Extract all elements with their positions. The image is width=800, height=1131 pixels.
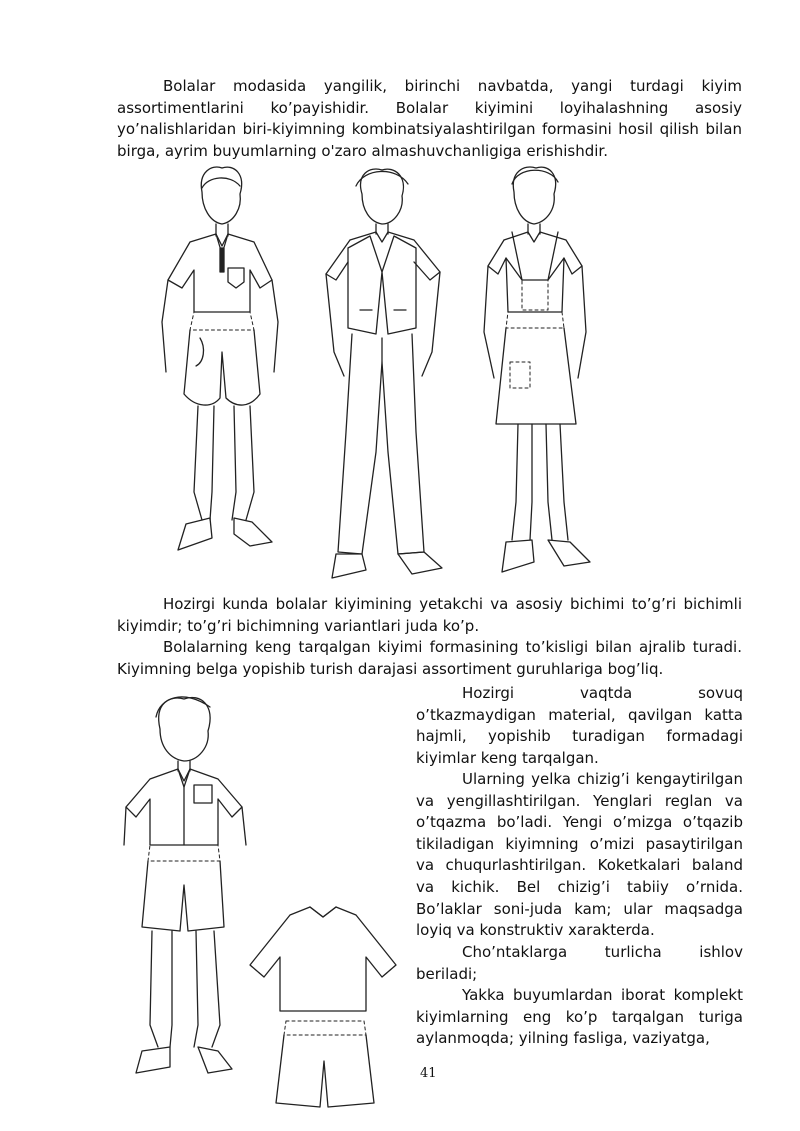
paragraph-shoulder-line: Ularning yelka chizig’i kengaytirilgan va yengillashtirilgan. Yenglari reglan va o’tqazma bo’ladi. Yengi o’mizga o’tqazib tikiladigan kiyimning o’mizi pasaytirilgan va chuqurlashtirilgan. Koketkalari baland va kichik. Bel chizig’i tabiiy o’rnida. Bo’laklar soni-juda kam; ular maqsadga loyiq va konstruktiv xarakterda.: [416, 770, 743, 940]
paragraph-straight-cut: Hozirgi kunda bolalar kiyimining yetakchi va asosiy bichimi to’g’ri bichimli kiyimdir; to’g’ri bichimning variantlari juda ko’p.: [117, 595, 742, 635]
paragraph-materials: Hozirgi vaqtda sovuq o’tkazmaydigan material, qavilgan katta hajmli, yopishib turadigan formadagi kiyimlar keng tarqalgan.: [416, 684, 743, 767]
paragraph-intro: Bolalar modasida yangilik, birinchi navbatda, yangi turdagi kiyim assortimentlarini ko’payishidir. Bolalar kiyimini loyihalashning asosiy yo’nalishlaridan biri-kiyimning kombinatsiyalashtirilgan formasini hosil qilish bilan birga, ayrim buyumlarning o'zaro almashuvchanligiga erishishdir.: [117, 77, 742, 160]
figure-boy-romper-and-set: [120, 695, 405, 1115]
figure-shorts-flat: [276, 1021, 374, 1107]
figure-boy-shirt-shorts: [162, 167, 278, 550]
figure-boy-romper: [124, 697, 246, 1073]
paragraph-pockets: Cho’ntaklarga turlicha ishlov beriladi;: [416, 943, 743, 983]
figure-three-boys-outfits: [150, 162, 620, 592]
figure-boy-bib-overall: [484, 167, 590, 572]
paragraph-form-fit: Bolalarning keng tarqalgan kiyimi formasining to’kisligi bilan ajralib turadi. Kiyimning belga yopishib turish darajasi assortiment guruhlariga bog’liq.: [117, 638, 742, 678]
paragraph-sets: Yakka buyumlardan iborat komplekt kiyimlarning eng ko’p tarqalgan turiga aylanmoqda; yilning fasliga, vaziyatga,: [416, 986, 743, 1048]
figure-boy-vest-trousers: [326, 169, 442, 578]
page-number: 41: [420, 1066, 437, 1081]
figure-shirt-flat: [250, 907, 396, 1011]
